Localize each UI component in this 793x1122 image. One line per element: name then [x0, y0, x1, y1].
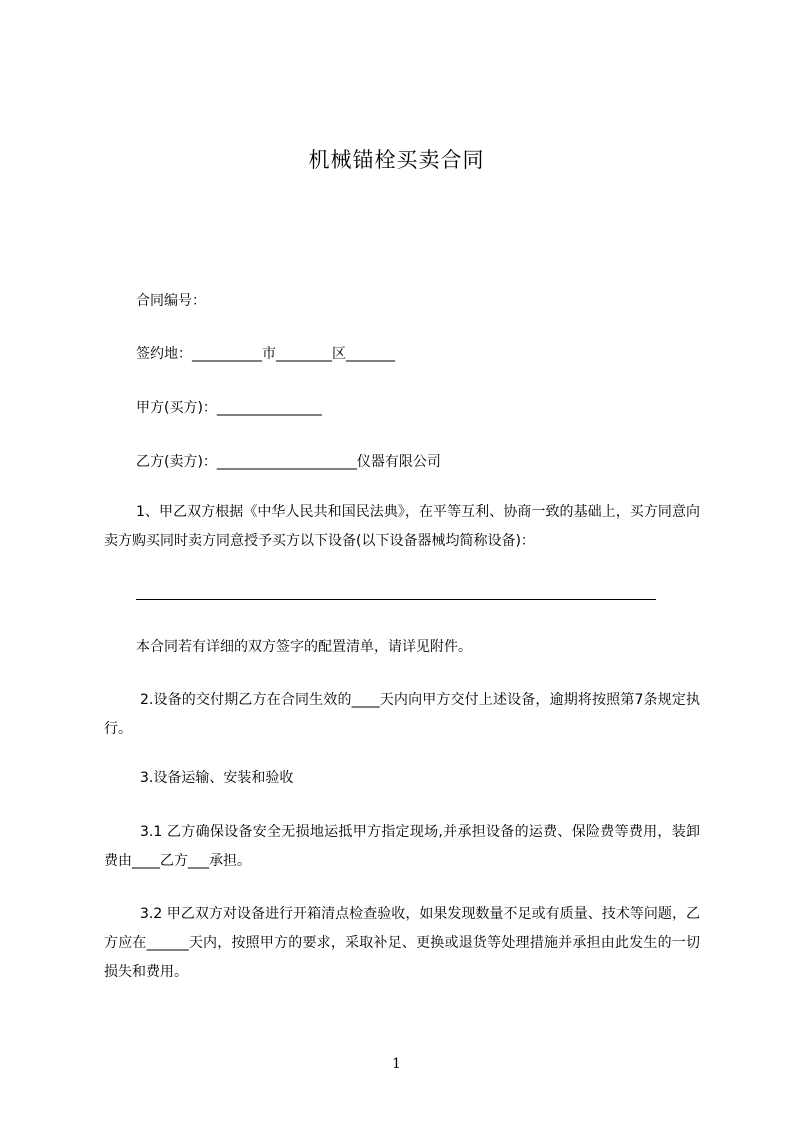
sign-place-line: 签约地：__________市________区_______	[136, 346, 395, 362]
page-number: 1	[392, 1056, 401, 1072]
equipment-blank-line	[136, 599, 656, 600]
party-b-line: 乙方(卖方)：____________________仪器有限公司	[136, 454, 441, 470]
clause-3-1: 3.1 乙方确保设备安全无损地运抵甲方指定现场,并承担设备的运费、保险费等费用，装卸费由____乙方___承担。	[104, 824, 700, 869]
clause-3-2: 3.2 甲乙双方对设备进行开箱清点检查验收，如果发现数量不足或有质量、技术等问题，乙方应在______天内，按照甲方的要求，采取补足、更换或退货等处理措施并承担由此发生的一切损失和费用。	[104, 906, 700, 980]
clause-1: 1、甲乙双方根据《中华人民共和国民法典》，在平等互利、协商一致的基础上，买方同意向卖方购买同时卖方同意授予买方以下设备(以下设备器械均简称设备)：	[104, 504, 700, 549]
party-a-line: 甲方(买方)：_______________	[136, 400, 322, 416]
contract-number-line: 合同编号：	[136, 293, 206, 309]
document-title: 机械锚栓买卖合同	[308, 148, 485, 172]
clause-2: 2.设备的交付期乙方在合同生效的____天内向甲方交付上述设备，逾期将按照第7条规定执行。	[104, 692, 700, 737]
clause-3-heading: 3.设备运输、安装和验收	[140, 770, 294, 786]
config-note: 本合同若有详细的双方签字的配置清单，请详见附件。	[136, 639, 472, 655]
